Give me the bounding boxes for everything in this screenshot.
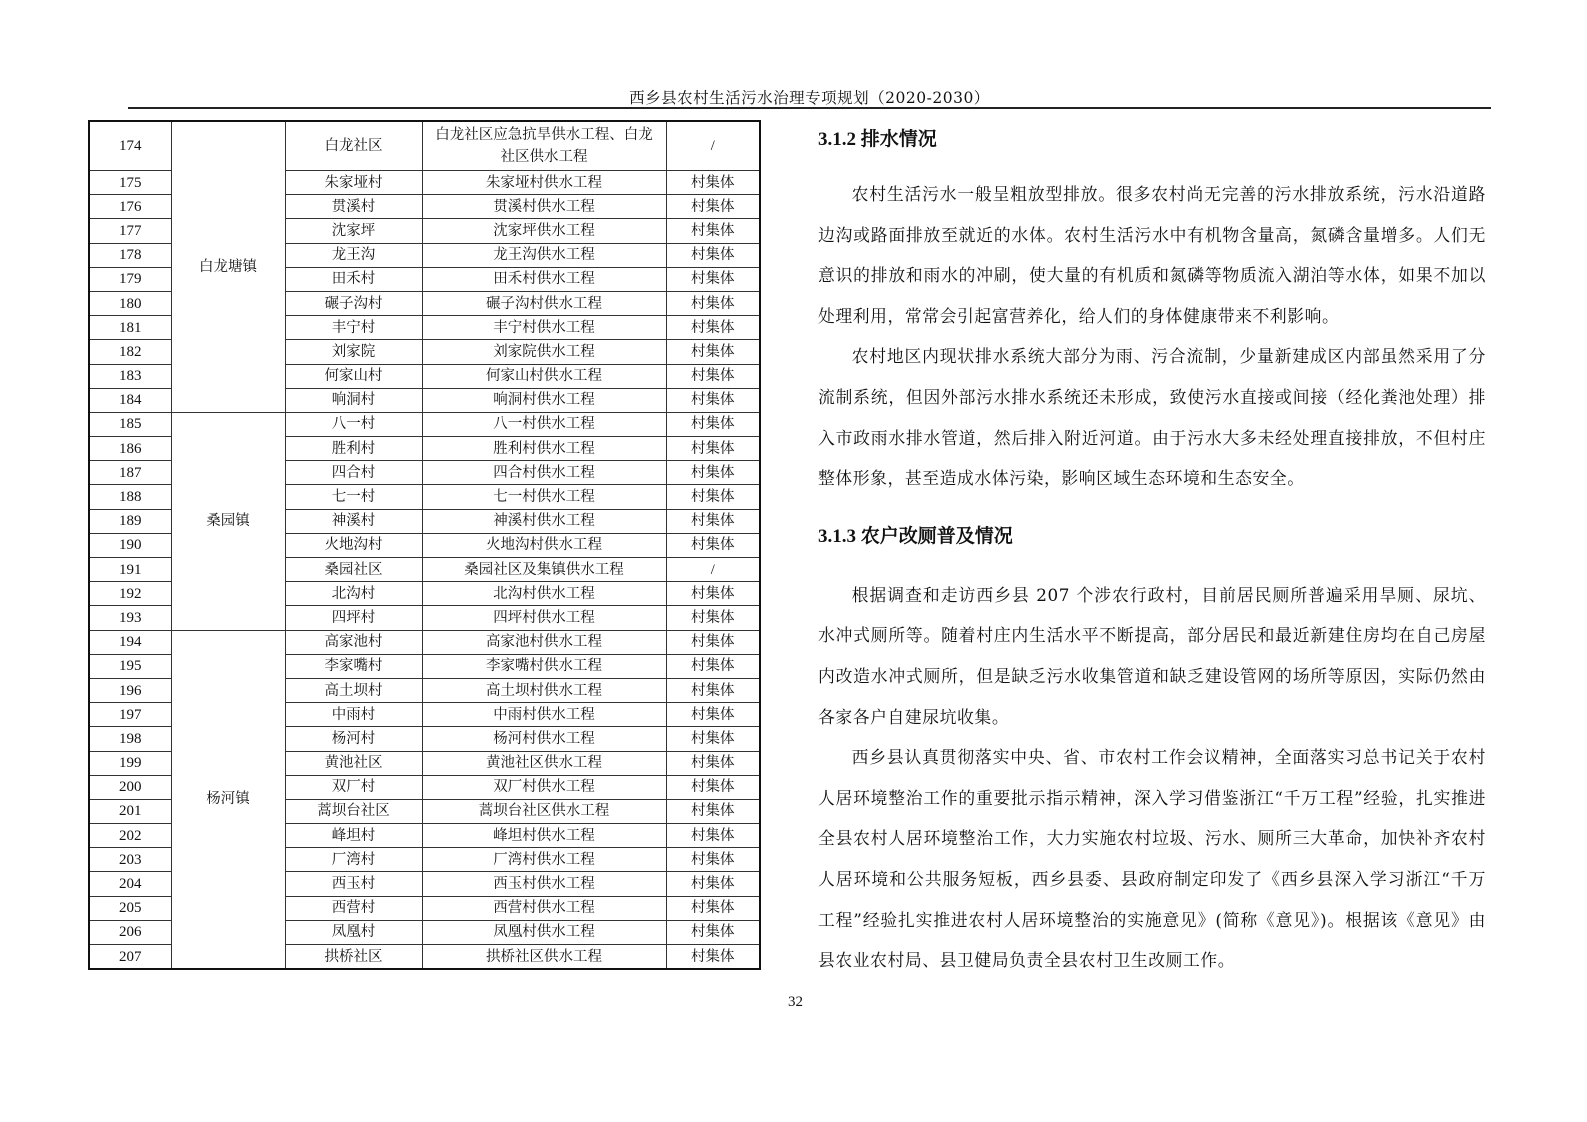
- cell-owner: 村集体: [666, 267, 760, 291]
- cell-village: 丰宁村: [285, 316, 422, 340]
- page-number: 32: [788, 994, 803, 1010]
- cell-project: 李家嘴村供水工程: [422, 654, 666, 678]
- cell-village: 四坪村: [285, 606, 422, 630]
- table-row: [89, 630, 760, 654]
- cell-owner: 村集体: [666, 485, 760, 509]
- cell-project: 高土坝村供水工程: [422, 678, 666, 702]
- cell-project: 西玉村供水工程: [422, 872, 666, 896]
- cell-number: 179: [89, 267, 171, 291]
- cell-village: 双厂村: [285, 775, 422, 799]
- cell-number: 203: [89, 848, 171, 872]
- cell-number: 196: [89, 678, 171, 702]
- running-header: 西乡县农村生活污水治理专项规划（2020-2030）: [629, 89, 990, 107]
- cell-number: 198: [89, 727, 171, 751]
- cell-village: 凤凰村: [285, 920, 422, 944]
- cell-village: 沈家坪: [285, 219, 422, 243]
- cell-village: 拱桥社区: [285, 945, 422, 970]
- cell-project: 北沟村供水工程: [422, 582, 666, 606]
- cell-owner: 村集体: [666, 509, 760, 533]
- table-row: [89, 121, 760, 171]
- cell-project: 火地沟村供水工程: [422, 533, 666, 557]
- cell-number: 207: [89, 945, 171, 970]
- section-heading-drainage: 3.1.2 排水情况: [818, 129, 937, 150]
- cell-project: 双厂村供水工程: [422, 775, 666, 799]
- cell-project: 田禾村供水工程: [422, 267, 666, 291]
- cell-number: 184: [89, 388, 171, 412]
- cell-village: 碾子沟村: [285, 291, 422, 315]
- cell-number: 193: [89, 606, 171, 630]
- cell-owner: 村集体: [666, 848, 760, 872]
- cell-village: 八一村: [285, 412, 422, 436]
- cell-project: 朱家垭村供水工程: [422, 171, 666, 195]
- cell-owner: 村集体: [666, 316, 760, 340]
- cell-number: 191: [89, 558, 171, 582]
- cell-owner: 村集体: [666, 678, 760, 702]
- cell-number: 202: [89, 824, 171, 848]
- cell-village: 李家嘴村: [285, 654, 422, 678]
- cell-number: 195: [89, 654, 171, 678]
- paragraph: 农村生活污水一般呈粗放型排放。很多农村尚无完善的污水排放系统，污水沿道路边沟或路面排放至就近的水体。农村生活污水中有机物含量高，氮磷含量增多。人们无意识的排放和雨水的冲刷，使大量的有机质和氮磷等物质流入湖泊等水体，如果不加以处理利用，常常会引起富营养化，给人们的身体健康带来不利影响。: [818, 184, 1486, 326]
- cell-number: 194: [89, 630, 171, 654]
- cell-owner: 村集体: [666, 775, 760, 799]
- cell-project: 龙王沟供水工程: [422, 243, 666, 267]
- cell-owner: /: [666, 121, 760, 171]
- cell-village: 白龙社区: [285, 121, 422, 171]
- paragraph: 根据调查和走访西乡县 207 个涉农行政村，目前居民厕所普遍采用旱厕、尿坑、水冲式厕所等。随着村庄内生活水平不断提高，部分居民和最近新建住房均在自己房屋内改造水冲式厕所，但是缺乏污水收集管道和缺乏建设管网的场所等原因，实际仍然由各家各户自建尿坑收集。: [818, 584, 1486, 727]
- cell-owner: 村集体: [666, 388, 760, 412]
- cell-owner: 村集体: [666, 945, 760, 970]
- cell-project: 杨河村供水工程: [422, 727, 666, 751]
- cell-owner: 村集体: [666, 606, 760, 630]
- cell-village: 中雨村: [285, 703, 422, 727]
- cell-village: 峰坦村: [285, 824, 422, 848]
- cell-village: 西玉村: [285, 872, 422, 896]
- cell-project: 黄池社区供水工程: [422, 751, 666, 775]
- cell-number: 190: [89, 533, 171, 557]
- cell-project: 凤凰村供水工程: [422, 920, 666, 944]
- cell-number: 174: [89, 121, 171, 171]
- cell-village: 龙王沟: [285, 243, 422, 267]
- cell-village: 响洞村: [285, 388, 422, 412]
- cell-village: 西营村: [285, 896, 422, 920]
- cell-number: 187: [89, 461, 171, 485]
- cell-owner: 村集体: [666, 824, 760, 848]
- cell-project: 白龙社区应急抗旱供水工程、白龙社区供水工程: [422, 121, 666, 171]
- cell-owner: 村集体: [666, 291, 760, 315]
- cell-village: 神溪村: [285, 509, 422, 533]
- cell-number: 186: [89, 437, 171, 461]
- cell-owner: 村集体: [666, 243, 760, 267]
- cell-village: 刘家院: [285, 340, 422, 364]
- cell-owner: 村集体: [666, 437, 760, 461]
- cell-village: 北沟村: [285, 582, 422, 606]
- cell-owner: 村集体: [666, 219, 760, 243]
- cell-village: 高土坝村: [285, 678, 422, 702]
- cell-project: 刘家院供水工程: [422, 340, 666, 364]
- cell-project: 四坪村供水工程: [422, 606, 666, 630]
- cell-project: 八一村供水工程: [422, 412, 666, 436]
- cell-number: 189: [89, 509, 171, 533]
- header-rule: [128, 107, 1491, 109]
- cell-project: 沈家坪供水工程: [422, 219, 666, 243]
- cell-owner: 村集体: [666, 751, 760, 775]
- cell-number: 175: [89, 171, 171, 195]
- cell-village: 黄池社区: [285, 751, 422, 775]
- table-row: [89, 412, 760, 436]
- table-body: [89, 121, 760, 969]
- cell-owner: 村集体: [666, 195, 760, 219]
- cell-number: 180: [89, 291, 171, 315]
- cell-owner: 村集体: [666, 799, 760, 823]
- cell-village: 何家山村: [285, 364, 422, 388]
- cell-number: 178: [89, 243, 171, 267]
- cell-owner: 村集体: [666, 461, 760, 485]
- cell-project: 厂湾村供水工程: [422, 848, 666, 872]
- section-heading-toilet-reform: 3.1.3 农户改厕普及情况: [818, 525, 1013, 547]
- cell-owner: 村集体: [666, 533, 760, 557]
- cell-owner: 村集体: [666, 920, 760, 944]
- main-text: [818, 124, 1486, 981]
- cell-number: 206: [89, 920, 171, 944]
- cell-owner: 村集体: [666, 364, 760, 388]
- cell-village: 高家池村: [285, 630, 422, 654]
- cell-number: 188: [89, 485, 171, 509]
- cell-project: 西营村供水工程: [422, 896, 666, 920]
- cell-owner: 村集体: [666, 727, 760, 751]
- cell-village: 蒿坝台社区: [285, 799, 422, 823]
- cell-project: 何家山村供水工程: [422, 364, 666, 388]
- cell-village: 杨河村: [285, 727, 422, 751]
- cell-owner: 村集体: [666, 340, 760, 364]
- cell-number: 192: [89, 582, 171, 606]
- cell-owner: 村集体: [666, 703, 760, 727]
- cell-project: 蒿坝台社区供水工程: [422, 799, 666, 823]
- cell-number: 204: [89, 872, 171, 896]
- cell-village: 朱家垭村: [285, 171, 422, 195]
- cell-owner: 村集体: [666, 872, 760, 896]
- cell-owner: 村集体: [666, 896, 760, 920]
- cell-town: 杨河镇: [171, 630, 285, 969]
- cell-project: 峰坦村供水工程: [422, 824, 666, 848]
- cell-village: 田禾村: [285, 267, 422, 291]
- cell-owner: 村集体: [666, 654, 760, 678]
- cell-town: 白龙塘镇: [171, 121, 285, 412]
- paragraph: 农村地区内现状排水系统大部分为雨、污合流制，少量新建成区内部虽然采用了分流制系统，但因外部污水排水系统还未形成，致使污水直接或间接（经化粪池处理）排入市政雨水排水管道，然后排入附近河道。由于污水大多未经处理直接排放，不但村庄整体形象，甚至造成水体污染，影响区域生态环境和生态安全。: [818, 346, 1486, 489]
- cell-village: 胜利村: [285, 437, 422, 461]
- cell-number: 197: [89, 703, 171, 727]
- cell-owner: 村集体: [666, 582, 760, 606]
- cell-project: 四合村供水工程: [422, 461, 666, 485]
- cell-owner: 村集体: [666, 171, 760, 195]
- cell-project: 拱桥社区供水工程: [422, 945, 666, 970]
- cell-village: 厂湾村: [285, 848, 422, 872]
- cell-town: 桑园镇: [171, 412, 285, 630]
- cell-owner: 村集体: [666, 630, 760, 654]
- cell-number: 183: [89, 364, 171, 388]
- cell-number: 201: [89, 799, 171, 823]
- cell-owner: /: [666, 558, 760, 582]
- cell-owner: 村集体: [666, 412, 760, 436]
- cell-project: 桑园社区及集镇供水工程: [422, 558, 666, 582]
- cell-number: 181: [89, 316, 171, 340]
- cell-project: 七一村供水工程: [422, 485, 666, 509]
- cell-number: 182: [89, 340, 171, 364]
- cell-village: 四合村: [285, 461, 422, 485]
- cell-number: 185: [89, 412, 171, 436]
- cell-number: 205: [89, 896, 171, 920]
- cell-project: 丰宁村供水工程: [422, 316, 666, 340]
- cell-number: 200: [89, 775, 171, 799]
- water-supply-table: [88, 120, 761, 970]
- cell-number: 176: [89, 195, 171, 219]
- cell-number: 199: [89, 751, 171, 775]
- cell-project: 贯溪村供水工程: [422, 195, 666, 219]
- cell-project: 中雨村供水工程: [422, 703, 666, 727]
- cell-village: 火地沟村: [285, 533, 422, 557]
- cell-project: 碾子沟村供水工程: [422, 291, 666, 315]
- cell-project: 神溪村供水工程: [422, 509, 666, 533]
- cell-village: 贯溪村: [285, 195, 422, 219]
- paragraph: 西乡县认真贯彻落实中央、省、市农村工作会议精神，全面落实习总书记关于农村人居环境整治工作的重要批示指示精神，深入学习借鉴浙江“千万工程”经验，扎实推进全县农村人居环境整治工作，大力实施农村垃圾、污水、厕所三大革命，加快补齐农村人居环境和公共服务短板，西乡县委、县政府制定印发了《西乡县深入学习浙江“千万工程”经验扎实推进农村人居环境整治的实施意见》(简称《意见》)。根据该《意见》由县农业农村局、县卫健局负责全县农村卫生改厕工作。: [818, 747, 1486, 971]
- cell-project: 高家池村供水工程: [422, 630, 666, 654]
- cell-village: 七一村: [285, 485, 422, 509]
- cell-project: 胜利村供水工程: [422, 437, 666, 461]
- cell-village: 桑园社区: [285, 558, 422, 582]
- cell-project: 响洞村供水工程: [422, 388, 666, 412]
- cell-number: 177: [89, 219, 171, 243]
